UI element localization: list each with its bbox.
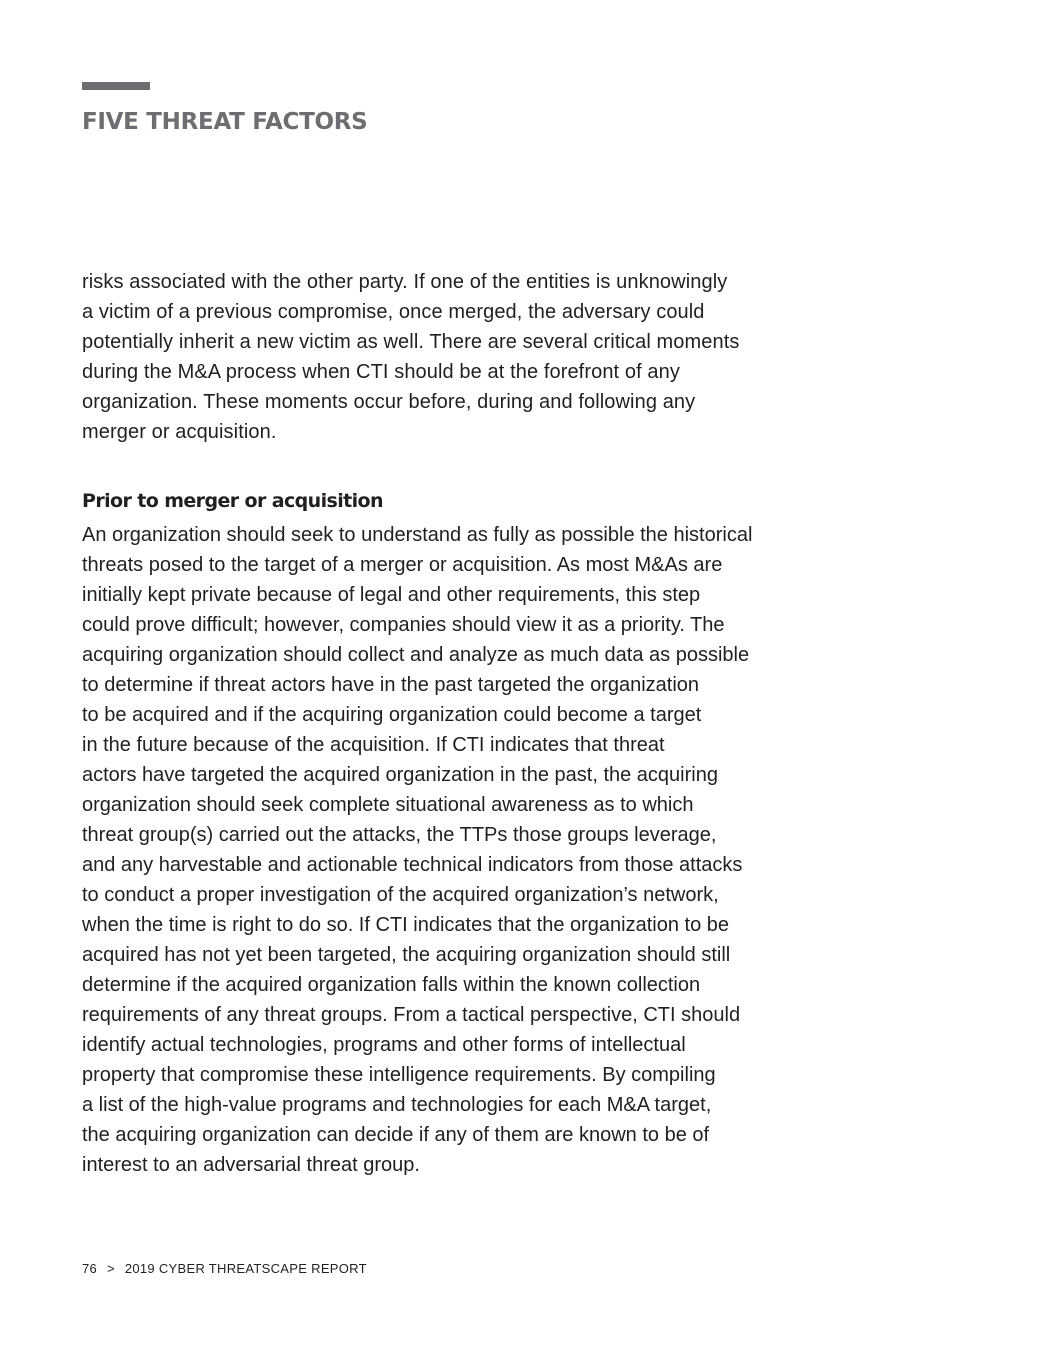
subheading-prior-to-merger: Prior to merger or acquisition xyxy=(82,490,383,512)
page-number: 76 xyxy=(82,1261,98,1276)
page-footer xyxy=(82,1261,367,1276)
section-title: FIVE THREAT FACTORS xyxy=(82,109,368,135)
body-content xyxy=(82,267,852,1180)
intro-paragraph: risks associated with the other party. If one of the entities is unknowingly a victim of a previous compromise, once merged, the adversary could potentially inherit a new victim as well. There are several critical moments during the M&A process when CTI should be at the forefront of any organization. These moments occur before, during and following any merger or acquisition. xyxy=(82,271,740,443)
section-header-rule xyxy=(82,82,150,90)
footer-separator: > xyxy=(106,1261,115,1276)
report-title: 2019 CYBER THREATSCAPE REPORT xyxy=(124,1261,367,1276)
main-paragraph: An organization should seek to understand as fully as possible the historical threats posed to the target of a merger or acquisition. As most M&As are initially kept private because of legal and other requirements, this step could prove difficult; however, companies should view it as a priority. The acquiring organization should collect and analyze as much data as possible to determine if threat actors have in the past targeted the organization to be acquired and if the acquiring organization could become a target in the future because of the acquisition. If CTI indicates that threat actors have targeted the acquired organization in the past, the acquiring organization should seek complete situational awareness as to which threat group(s) carried out the attacks, the TTPs those groups leverage, and any harvestable and actionable technical indicators from those attacks to conduct a proper investigation of the acquired organization’s network, when the time is right to do so. If CTI indicates that the organization to be acquired has not yet been targeted, the acquiring organization should still determine if the acquired organization falls within the known collection requirements of any threat groups. From a tactical perspective, CTI should identify actual technologies, programs and other forms of intellectual property that compromise these intelligence requirements. By compiling a list of the high-value programs and technologies for each M&A target, the acquiring organization can decide if any of them are known to be of interest to an adversarial threat group. xyxy=(82,524,753,1176)
